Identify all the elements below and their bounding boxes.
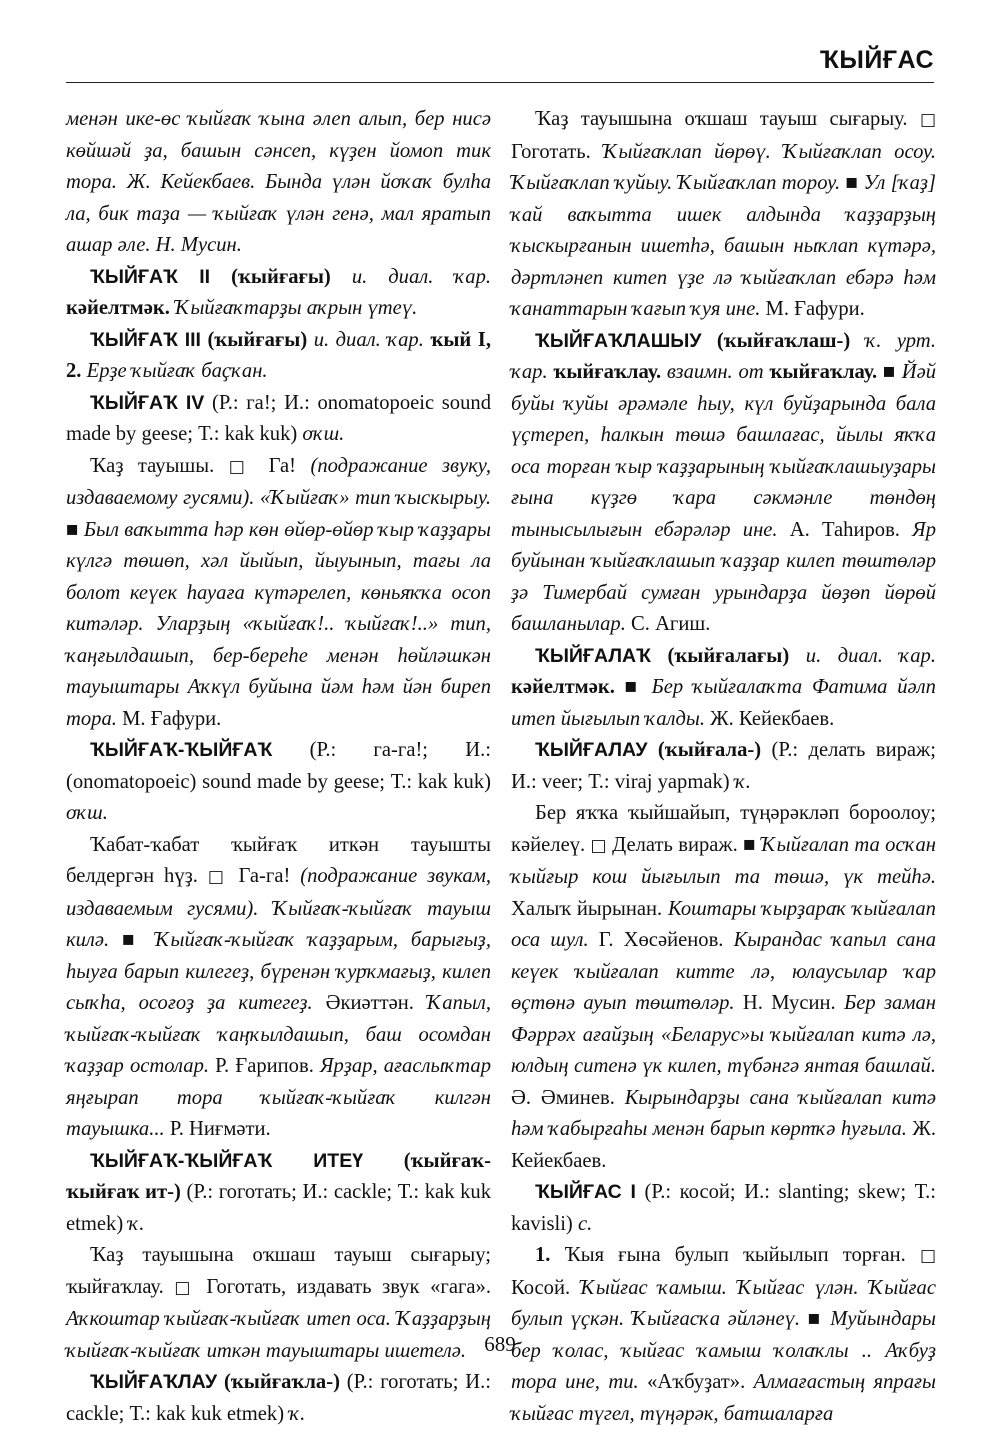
- example: Коштары ҡырҙараҡ ҡыйғалап оса шул.: [511, 897, 936, 951]
- example-marker-icon: ■: [882, 361, 896, 383]
- entry-kyygak-2: [66, 262, 491, 325]
- entry-kyygak-kyygak: [66, 735, 491, 830]
- source: А. Таһиров.: [789, 518, 900, 541]
- example: Муйындары бер ҡолас, ҡыйғас ҡамыш ҡолаҡлы .. Аҡбуҙ тора ине, ти.: [511, 1308, 936, 1393]
- cross-reference: ҡыйғаҡлау.: [769, 361, 878, 383]
- part-of-speech: с.: [577, 1212, 593, 1235]
- headword: ҠЫЙҒАЛАУ: [535, 739, 648, 761]
- example: Йәй буйы ҡуйы әрәмәле һыу, күл буйҙарында бала үҫтереп, һалкын төшә башлағас, йылы яҡҡа оса торған ҡыр ҡаҙҙарының ҡыйғаҡлашыуҙары ғына күҙгө ҡара сәкмәнле төндөң тынысылығын ебәрәләр ине.: [511, 361, 937, 541]
- continuation-text: менән ике-өс ҡыйғаҡ ҡына әлеп алып, бер нисә көйшәй ҙа, башын сәнсеп, күҙен йомоп тик тора. Ж. Кейекбаев. Бында үлән йоҡаҡ булһа ла, бик таҙа — ҡыйғаҡ үлән генә, мал яратып ашар әле. Н. Мусин.: [66, 108, 491, 256]
- russian-equivalent: Делать вираж.: [612, 833, 738, 856]
- source: «Аҡбуҙат».: [647, 1371, 746, 1393]
- translations: (Р.: га-га!; И.: (onomatopoeic) sound made by geese; Т.: kak kuk): [66, 739, 491, 793]
- russian-gloss: (подражание звуку, издаваемому гусями).: [66, 454, 492, 509]
- example-marker-icon: ■: [66, 518, 79, 541]
- entry-kyygak-3: [66, 325, 491, 388]
- example: Ул [ҡаҙ] ҡай ваҡытта ишек алдында ҡаҙҙарҙың ҡыскырғанын ишетһә, башын ныҡлап күтәрә, дәртләнеп китеп үҙе лә ҡыйғаҡлап ебәрә һәм ҡанаттарын ҡағып ҡуя ине.: [511, 172, 936, 320]
- translations: (Р.: косой; И.: slanting; skew; Т.: kavisli): [511, 1181, 936, 1235]
- grammar-label: и. диал. ҡар.: [351, 265, 492, 288]
- right-column: [511, 104, 936, 1430]
- russian-equivalent: Га-га!: [238, 865, 291, 887]
- example-marker-icon: ■: [122, 929, 143, 951]
- example: Алмағастың япрағы ҡыйғас түгел, түңәрәк, батшаларға: [511, 1371, 937, 1425]
- translations: (Р.: делать вираж; И.: veer; Т.: viraj yapmak): [511, 739, 936, 793]
- cross-reference: кәйелтмәк.: [511, 676, 615, 698]
- example: Ҡыйғаҡлап йөрөү. Ҡыйғаҡлап осоу. Ҡыйғаҡлап ҡуйыу. Ҡыйғаҡлап тороу.: [511, 140, 936, 194]
- translations: (Р.: гоготать; И.: cackle; Т.: kak kuk etmek): [66, 1371, 492, 1425]
- headword: ҠЫЙҒАҠ-ҠЫЙҒАҠ: [90, 739, 273, 761]
- entry-kyygak-kyygak-iteu: [66, 1146, 491, 1241]
- russian-marker-icon: □: [174, 1277, 196, 1298]
- page-number: 689: [484, 1332, 516, 1356]
- example: «Ҡыйғаҡ» тип ҡыскырыу.: [260, 487, 491, 509]
- example-marker-icon: ■: [743, 833, 756, 856]
- example: Ҡыйғаҡ-ҡыйғаҡ тауыш килә.: [66, 897, 491, 951]
- entry-kyygas-1: [511, 1177, 936, 1240]
- example: Кырандас ҡапыл сана кеүек ҡыйғалап китте лә, юлаусылар ҡар өҫтөнә ауып төштөләр.: [511, 929, 936, 1014]
- definition: Ҡаҙ тауышына оҡшаш тауыш сығарыу.: [535, 108, 908, 130]
- source: М. Ғафури.: [122, 707, 222, 730]
- headword: ҠЫЙҒАҠЛАУ: [90, 1371, 218, 1393]
- russian-equivalent: Гоготать.: [511, 140, 591, 163]
- source: С. Агиш.: [631, 613, 711, 635]
- inflected-form: (ҡыйғаҡ-ҡыйғаҡ ит-): [66, 1149, 491, 1203]
- grammar-label: и. диал. ҡар.: [313, 328, 424, 351]
- definition: Ҡабат-ҡабат ҡыйғаҡ иткән тауышты белдергән һүҙ.: [66, 833, 491, 887]
- entry-kyygak-kyygak-sense: [66, 830, 491, 1146]
- example-marker-icon: ■: [845, 172, 859, 194]
- grammar-label: ҡ. урт. ҡар.: [511, 329, 936, 383]
- definition: Бер яҡҡа ҡыйшайып, түңәрәкләп бороолоу; кәйелеү.: [511, 802, 936, 856]
- inflected-form: (ҡыйғала-): [657, 739, 762, 761]
- inflected-form: (ҡыйғаҡлаш-): [716, 329, 851, 352]
- source: Р. Ниғмәти.: [169, 1118, 271, 1140]
- example: Яр буйынан ҡыйғаҡлашып ҡаҙҙар килеп төштөләр ҙә Тимербай сумған урындарҙа йөҙөп йөрөй башланылар.: [511, 518, 936, 635]
- headword: ҠЫЙҒАҠ-ҠЫЙҒАҠ ИТЕҮ: [90, 1149, 364, 1172]
- running-head: ҠЫЙҒАС: [819, 46, 934, 74]
- part-of-speech: ҡ.: [128, 1212, 145, 1235]
- left-column: [66, 104, 491, 1430]
- russian-marker-icon: □: [919, 110, 936, 130]
- entry-kyygalau-sense: [511, 798, 936, 1177]
- example: Кырындарҙы сана ҡыйғалап китә һәм ҡабырғаһы менән барып көртҡә һуғыла.: [511, 1086, 936, 1140]
- example: Был ваҡытта һәр көн өйөр-өйөр ҡыр ҡаҙҙары күлгә төшөп, хәл йыйып, йыуынып, тағы ла болот кеүек һауаға күтәрелеп, көньяҡҡа осоп китәләр. Уларҙың «ҡыйғаҡ!.. ҡыйғаҡ!..» тип, ҡаңғылдашып, бер-береһе менән һөйләшкән тауыштары Аҡкүл буйына йәм һәм йән биреп тора.: [66, 518, 491, 730]
- headword: ҠЫЙҒАҠЛАШЫУ: [535, 329, 702, 352]
- headword: ҠЫЙҒАҠ III: [90, 328, 201, 351]
- entry-kyygaklau: [66, 1367, 491, 1430]
- translations: (Р.: гоготать; И.: cackle; Т.: kak kuk etmek): [66, 1181, 492, 1235]
- source: М. Ғафури.: [765, 298, 865, 320]
- example: Бер ҡыйғалаҡта Фатима йәлп итеп йығылып ҡалды.: [511, 676, 936, 730]
- example: Ҡыйғаҡ-ҡыйғаҡ ҡаҙҙарым, барығыҙ, һыуға барып килегеҙ, бүренән ҡурҡмағыҙ, килеп сыҡһа, осоғоҙ ҙа китегеҙ.: [66, 929, 491, 1014]
- translations: (Р.: га!; И.: onomatopoeic sound made by geese; Т.: kak kuk): [66, 391, 491, 445]
- russian-gloss: (подражание звукам, издаваемым гусями).: [66, 865, 491, 920]
- russian-marker-icon: □: [228, 456, 255, 477]
- inflected-form: (ҡыйғалағы): [667, 644, 790, 667]
- part-of-speech: ҡ.: [289, 1402, 306, 1425]
- entry-kyygalak: [511, 641, 936, 736]
- russian-equivalent: Косой.: [511, 1276, 571, 1299]
- headword: ҠЫЙҒАҠ IV: [90, 391, 205, 414]
- part-of-speech: оҡш.: [66, 802, 108, 824]
- source: Н. Мусин.: [742, 992, 836, 1014]
- definition: Ҡыя ғына булып ҡыйылып торған.: [564, 1244, 906, 1266]
- header-rule: [66, 82, 934, 83]
- inflected-form: (ҡыйғағы): [207, 328, 308, 351]
- example: Ерҙе ҡыйғаҡ баҫҡан.: [86, 360, 268, 382]
- entry-kyygaklau-sense: [511, 104, 936, 326]
- source: Халыҡ йырынан.: [511, 897, 663, 920]
- headword: ҠЫЙҒАС I: [535, 1181, 636, 1203]
- source: Әкиәттән.: [325, 992, 414, 1014]
- part-of-speech: ҡ.: [734, 770, 751, 793]
- cross-reference: кәйелтмәк.: [66, 297, 170, 319]
- russian-equivalent: Гоготать, издавать звук «гага».: [206, 1275, 491, 1298]
- definition: Ҡаҙ тауышына оҡшаш тауыш сығарыу; ҡыйғаҡлау.: [66, 1244, 491, 1298]
- headword: ҠЫЙҒАЛАҠ: [535, 644, 651, 667]
- source: Ә. Әминев.: [511, 1086, 615, 1109]
- headword: ҠЫЙҒАҠ II: [90, 265, 211, 288]
- example: Бер заман Фәррәх ағайҙың «Беларус»ы ҡыйғалап китә лә, юлдың ситенә үк килеп, түбәнгә янтая башлай.: [511, 992, 936, 1077]
- source: Ж. Кейекбаев.: [511, 1118, 936, 1172]
- sense-number: 1.: [535, 1244, 551, 1266]
- cross-reference: ҡыйғаҡлау.: [553, 361, 662, 383]
- inflected-form: (ҡыйғағы): [231, 265, 331, 288]
- example: Ярҙар, ағаслыҡтар яңғырап тора ҡыйғаҡ-ҡыйғаҡ килгән тауышка...: [66, 1055, 491, 1140]
- inflected-form: (ҡыйғаҡла-): [223, 1371, 340, 1393]
- example: Ҡапыл, ҡыйғаҡ-ҡыйғаҡ ҡаңҡылдашып, баш осомдан ҡаҙҙар остолар.: [66, 992, 491, 1077]
- example-marker-icon: ■: [807, 1308, 823, 1330]
- part-of-speech: оҡш.: [302, 423, 345, 445]
- source: Р. Ғарипов.: [215, 1055, 314, 1077]
- entry-kyygak-4-sense: [66, 451, 491, 736]
- entry-kyygak-4: [66, 388, 491, 451]
- source: Ж. Кейекбаев.: [710, 707, 835, 730]
- russian-marker-icon: □: [207, 867, 229, 887]
- cross-reference: ҡый I, 2.: [66, 328, 491, 382]
- russian-equivalent: Га!: [268, 454, 297, 477]
- example: Ҡыйғалап та осҡан ҡыйғыр кош йығылып та төшә, үк тейһә.: [511, 833, 936, 888]
- entry-kyygaklashyu: [511, 326, 936, 641]
- entry-kyygalau: [511, 735, 936, 798]
- example: Ҡыйғас ҡамыш. Ҡыйғас үлән. Ҡыйғас булып үҫкән. Ҡыйғасҡа әйләнеү.: [511, 1276, 936, 1330]
- russian-marker-icon: □: [919, 1246, 936, 1266]
- definition: Ҡаҙ тауышы.: [90, 454, 215, 477]
- entry-continuation: [66, 104, 491, 262]
- grammar-label: и. диал. ҡар.: [805, 644, 936, 667]
- source: Г. Хөсәйенов.: [598, 929, 724, 951]
- russian-marker-icon: □: [590, 835, 607, 856]
- example-marker-icon: ■: [624, 676, 642, 698]
- grammar-label: взаимн. от: [666, 361, 764, 383]
- example: Ҡыйғаҡтарҙы аҡрын үтеү.: [175, 297, 418, 319]
- example: Аҡкоштар ҡыйғаҡ-ҡыйғаҡ итеп оса. Ҡаҙҙарҙың ҡыйғаҡ-ҡыйғаҡ иткән тауыштары ишетелә.: [66, 1308, 491, 1362]
